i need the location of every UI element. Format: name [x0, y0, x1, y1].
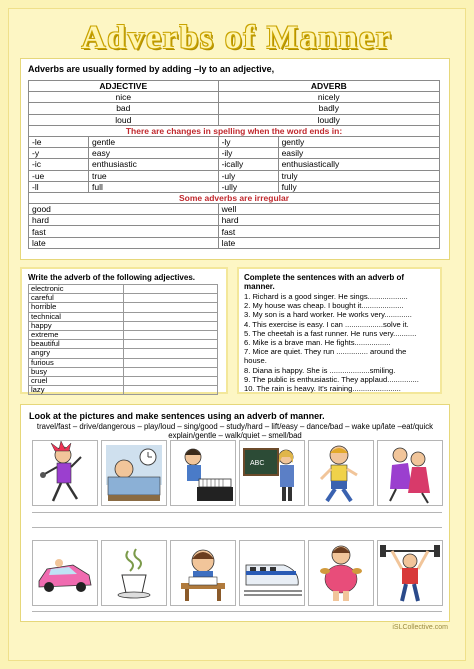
- word-cell: careful: [29, 294, 124, 303]
- sleeping-man-icon: [102, 441, 166, 505]
- table-row: [29, 386, 218, 395]
- picture-sleeping-man: [101, 440, 167, 506]
- word-cell: horrible: [29, 303, 124, 312]
- cell: -ly: [218, 136, 278, 147]
- table-header-row: [29, 81, 440, 92]
- cell: hard: [218, 215, 439, 226]
- word-cell: angry: [29, 349, 124, 358]
- answer-cell[interactable]: [123, 285, 218, 294]
- exercise2-panel: [237, 267, 442, 394]
- cell: badly: [218, 103, 439, 114]
- car-icon: [33, 541, 97, 605]
- cell: gentle: [89, 136, 219, 147]
- list-item: 5. The cheetah is a fast runner. He runs very...........: [244, 328, 417, 338]
- word-cell: beautiful: [29, 340, 124, 349]
- table-row: [29, 358, 218, 367]
- answer-line[interactable]: [32, 512, 442, 513]
- table-row: [29, 136, 440, 147]
- cell: good: [29, 204, 219, 215]
- word-cell: extreme: [29, 330, 124, 339]
- table-row: [29, 114, 440, 125]
- picture-teacher: [239, 440, 305, 506]
- table-row: [29, 349, 218, 358]
- list-item: 9. The public is enthusiastic. They applaud...............: [244, 374, 419, 384]
- exercise1-title: Write the adverb of the following adjectives.: [28, 273, 195, 282]
- picture-train: [239, 540, 305, 606]
- table-row: [29, 294, 218, 303]
- svg-text:ABC: ABC: [250, 460, 265, 467]
- dancers-icon: [378, 441, 442, 505]
- answer-cell[interactable]: [123, 349, 218, 358]
- answer-cell[interactable]: [123, 303, 218, 312]
- picture-pianist: [170, 440, 236, 506]
- cell: -uly: [218, 170, 278, 181]
- steaming-cup-icon: [102, 541, 166, 605]
- cell: well: [218, 204, 439, 215]
- picture-dancers: [377, 440, 443, 506]
- table-row: [29, 237, 440, 248]
- word-cell: furious: [29, 358, 124, 367]
- pianist-icon: [171, 441, 235, 505]
- walking-boy-icon: [309, 441, 373, 505]
- cell: loud: [29, 114, 219, 125]
- word-cell: busy: [29, 367, 124, 376]
- list-item: 6. Mike is a brave man. He fights.................: [244, 338, 391, 348]
- table-row: [29, 181, 440, 192]
- exercise1-panel: [20, 267, 228, 394]
- picture-car: [32, 540, 98, 606]
- cell: loudly: [218, 114, 439, 125]
- cell: -ic: [29, 159, 89, 170]
- credit-text: iSLCollective.com: [392, 624, 448, 631]
- table-row: [29, 285, 218, 294]
- table-row: [29, 103, 440, 114]
- answer-cell[interactable]: [123, 294, 218, 303]
- table-row: [29, 376, 218, 385]
- answer-cell[interactable]: [123, 386, 218, 395]
- singer-icon: [33, 441, 97, 505]
- cell: nice: [29, 92, 219, 103]
- picture-walking-boy: [308, 440, 374, 506]
- col-adjective: ADJECTIVE: [29, 81, 219, 92]
- table-row: [29, 204, 440, 215]
- table-row: [29, 312, 218, 321]
- answer-cell[interactable]: [123, 367, 218, 376]
- table-row: [29, 340, 218, 349]
- answer-cell[interactable]: [123, 340, 218, 349]
- spelling-note-row: [29, 125, 440, 136]
- cell: gently: [278, 136, 439, 147]
- answer-line[interactable]: [32, 611, 442, 612]
- table-row: [29, 92, 440, 103]
- answer-line[interactable]: [32, 527, 442, 528]
- cell: true: [89, 170, 219, 181]
- cell: enthusiastically: [278, 159, 439, 170]
- list-item: 8. Diana is happy. She is ...................smiling.: [244, 365, 396, 375]
- cell: easy: [89, 148, 219, 159]
- cell: -ll: [29, 181, 89, 192]
- student-icon: [171, 541, 235, 605]
- eating-woman-icon: [309, 541, 373, 605]
- answer-cell[interactable]: [123, 358, 218, 367]
- list-item: 2. My house was cheap. I bought it....................: [244, 301, 404, 311]
- cell: -ily: [218, 148, 278, 159]
- exercise2-list: [239, 291, 440, 393]
- teacher-icon: [240, 441, 304, 505]
- picture-weightlifter: [377, 540, 443, 606]
- picture-singer: [32, 440, 98, 506]
- cell: bad: [29, 103, 219, 114]
- answer-cell[interactable]: [123, 312, 218, 321]
- cell: -ully: [218, 181, 278, 192]
- irregular-note-row: [29, 192, 440, 203]
- word-cell: happy: [29, 321, 124, 330]
- exercise2-title: Complete the sentences with an adverb of manner.: [244, 273, 405, 291]
- list-item: 4. This exercise is easy. I can ..................solve it.: [244, 319, 409, 329]
- word-cell: lazy: [29, 386, 124, 395]
- cell: nicely: [218, 92, 439, 103]
- cell: late: [29, 237, 219, 248]
- list-item: 1. Richard is a good singer. He sings...................: [244, 292, 408, 301]
- table-row: [29, 226, 440, 237]
- table-row: [29, 367, 218, 376]
- table-row: [29, 148, 440, 159]
- exercise1-table: [28, 284, 218, 395]
- list-item: house.: [244, 356, 267, 366]
- exercise3-title: Look at the pictures and make sentences using an adverb of manner.: [29, 411, 325, 421]
- word-cell: electronic: [29, 285, 124, 294]
- cell: -ically: [218, 159, 278, 170]
- cell: full: [89, 181, 219, 192]
- cell: -y: [29, 148, 89, 159]
- cell: late: [218, 237, 439, 248]
- spelling-note: There are changes in spelling when the word ends in:: [29, 125, 440, 136]
- table-row: [29, 159, 440, 170]
- answer-cell[interactable]: [123, 330, 218, 339]
- cell: fully: [278, 181, 439, 192]
- table-row: [29, 303, 218, 312]
- rules-table: [28, 80, 440, 249]
- table-row: [29, 215, 440, 226]
- answer-cell[interactable]: [123, 321, 218, 330]
- word-cell: technical: [29, 312, 124, 321]
- irregular-note: Some adverbs are irregular: [29, 192, 440, 203]
- cell: -ue: [29, 170, 89, 181]
- intro-text: Adverbs are usually formed by adding –ly to an adjective,: [28, 64, 275, 74]
- cell: -le: [29, 136, 89, 147]
- weightlifter-icon: [378, 541, 442, 605]
- list-item: 7. Mice are quiet. They run ............... around the: [244, 347, 407, 357]
- train-icon: [240, 541, 304, 605]
- cell: fast: [29, 226, 219, 237]
- cell: enthusiastic: [89, 159, 219, 170]
- table-row: [29, 170, 440, 181]
- list-item: 3. My son is a hard worker. He works very.............: [244, 310, 412, 320]
- cell: easily: [278, 148, 439, 159]
- cell: truly: [278, 170, 439, 181]
- answer-cell[interactable]: [123, 376, 218, 385]
- list-item: 10. The rain is heavy. It's raining.......................: [244, 384, 401, 394]
- picture-steaming-cup: [101, 540, 167, 606]
- picture-student: [170, 540, 236, 606]
- page-title: Adverbs of Manner: [81, 20, 393, 56]
- word-cell: cruel: [29, 376, 124, 385]
- word-bank: travel/fast – drive/dangerous – play/loud – sing/good – study/hard – lift/easy – dance/bad – wake up/late –eat/quick explain/gentle – walk/quiet – smell/bad: [36, 422, 434, 440]
- col-adverb: ADVERB: [218, 81, 439, 92]
- cell: fast: [218, 226, 439, 237]
- picture-eating-woman: [308, 540, 374, 606]
- cell: hard: [29, 215, 219, 226]
